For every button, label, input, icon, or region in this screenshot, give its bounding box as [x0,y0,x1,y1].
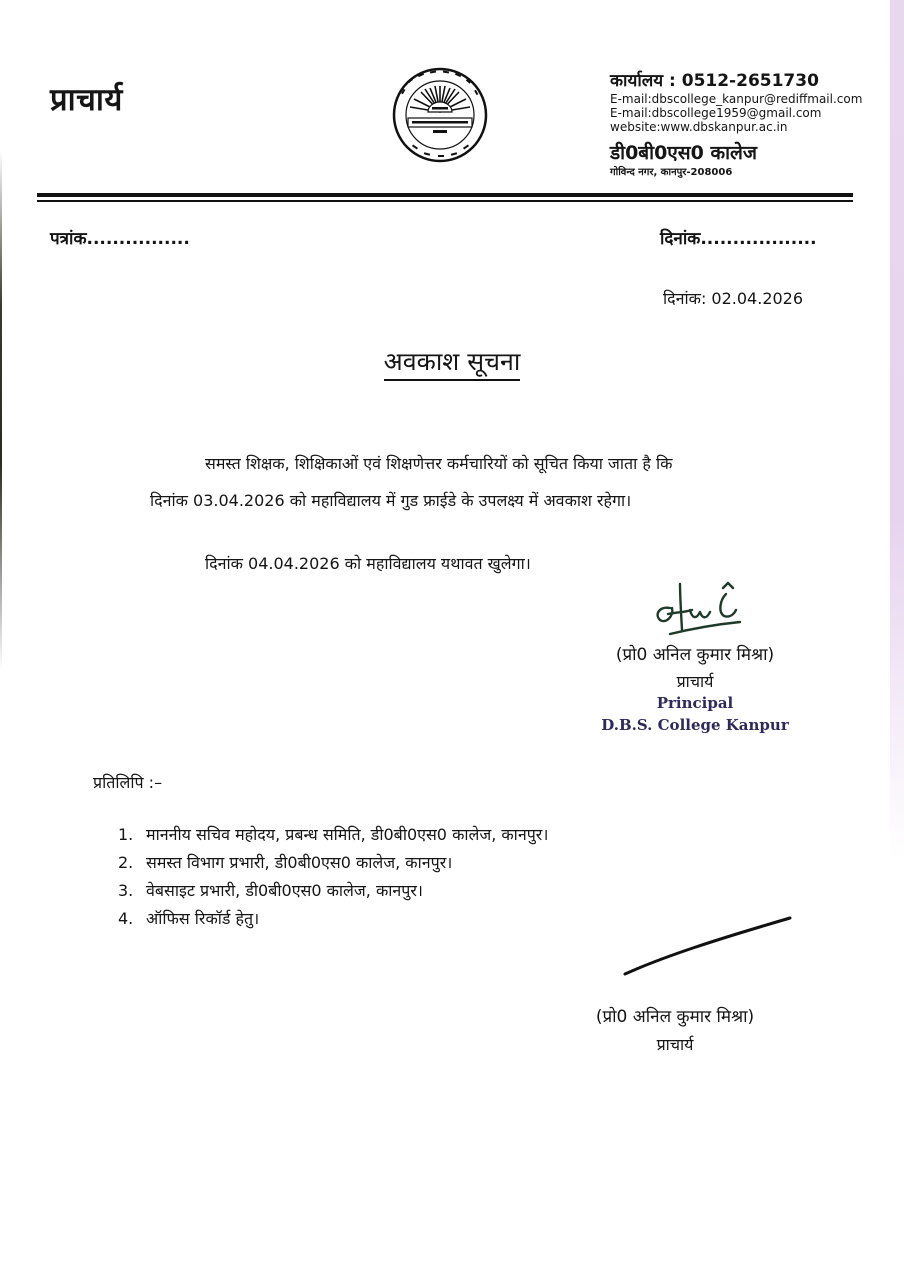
reference-date-label: दिनांक.................. [660,229,817,249]
notice-reopening-line: दिनांक 04.04.2026 को महाविद्यालय यथावत खुलेगा। [205,554,531,573]
footer-signature-stroke-icon [615,910,800,980]
list-item-text: ऑफिस रिकॉर्ड हेतु। [146,909,260,928]
header-rule-thin [37,200,853,202]
list-item-number: 2. [118,853,134,872]
list-item-number: 1. [118,825,134,844]
office-phone: कार्यालय : 0512-2651730 [610,71,819,91]
letter-number-label: पत्रांक................ [50,229,190,249]
list-item [118,823,548,845]
footer-signatory-designation: प्राचार्य [656,1035,694,1054]
notice-heading-text: अवकाश सूचना [384,347,521,381]
notice-paragraph-line-1: समस्त शिक्षक, शिक्षिकाओं एवं शिक्षणेत्तर कर्मचारियों को सूचित किया जाता है कि [205,454,673,473]
signatory-designation: प्राचार्य [676,672,714,691]
notice-date: दिनांक: 02.04.2026 [663,289,804,308]
footer-signatory-name: (प्रो0 अनिल कुमार मिश्रा) [595,1007,755,1027]
signature-icon [640,578,760,638]
list-item [118,907,259,929]
stamp-principal: Principal [656,694,734,712]
notice-paragraph-line-2: दिनांक 03.04.2026 को महाविद्यालय में गुड फ्राईडे के उपलक्ष्य में अवकाश रहेगा। [150,491,632,510]
list-item-text: माननीय सचिव महोदय, प्रबन्ध समिति, डी0बी0एस0 कालेज, कानपुर। [146,825,549,844]
college-seal-icon [388,66,492,164]
list-item-text: वेबसाइट प्रभारी, डी0बी0एस0 कालेज, कानपुर। [146,881,423,900]
signatory-name: (प्रो0 अनिल कुमार मिश्रा) [615,645,775,665]
email-gmail: E-mail:dbscollege1959@gmail.com [610,106,822,120]
email-rediff: E-mail:dbscollege_kanpur@rediffmail.com [610,92,863,106]
copy-to-label: प्रतिलिपि :– [93,773,163,792]
list-item-text: समस्त विभाग प्रभारी, डी0बी0एस0 कालेज, कानपुर। [146,853,453,872]
website: website:www.dbskanpur.ac.in [610,120,788,134]
list-item-number: 3. [118,881,134,900]
header-rule-thick [37,193,853,197]
contact-block [610,70,862,179]
office-title: प्राचार्य [50,82,123,118]
list-item [118,851,452,873]
stamp-college: D.B.S. College Kanpur [601,716,789,734]
college-address: गोविन्द नगर, कानपुर-208006 [610,167,733,178]
list-item [118,879,423,901]
notice-heading [0,344,904,378]
list-item-number: 4. [118,909,134,928]
page-edge-right [890,0,904,860]
college-name: डी0बी0एस0 कालेज [610,142,757,164]
page-edge-left [0,150,2,670]
